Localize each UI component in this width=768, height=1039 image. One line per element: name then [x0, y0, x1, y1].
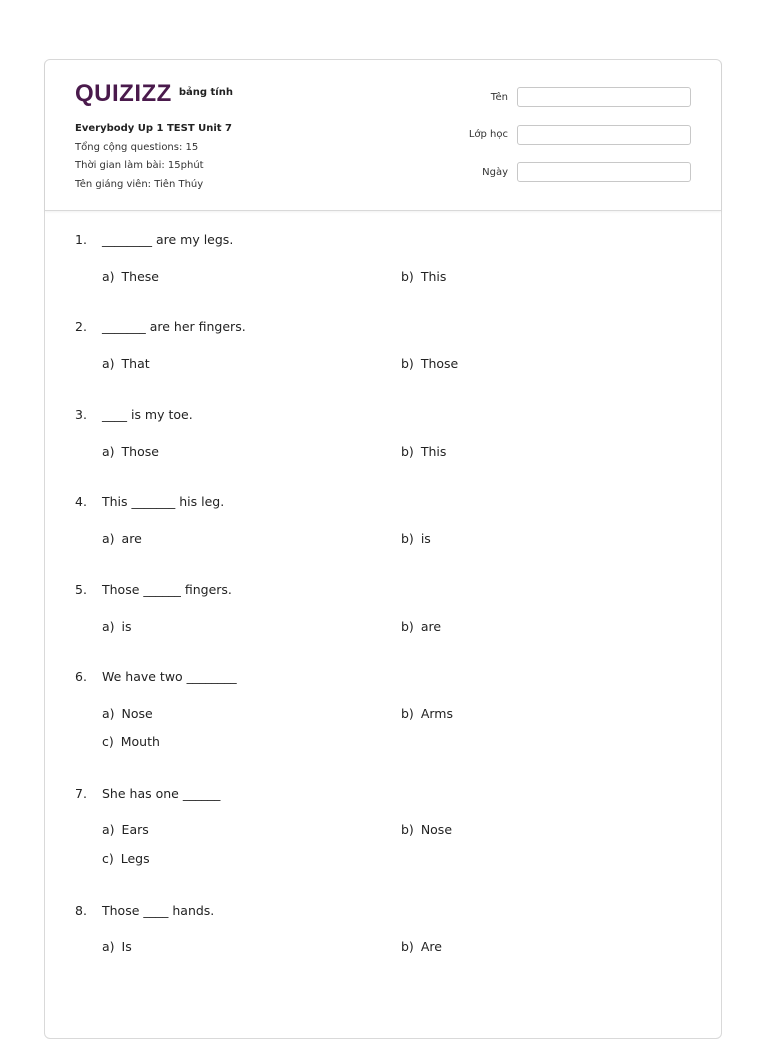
- option-a[interactable]: a) Nose: [102, 706, 153, 721]
- logo-subtitle: bảng tính: [178, 86, 233, 98]
- name-field[interactable]: [517, 87, 691, 107]
- question-stem: Those ______ fingers.: [102, 582, 232, 597]
- option-a[interactable]: a) are: [102, 531, 142, 546]
- quizizz-logo: QUIZIZZ: [75, 80, 172, 107]
- question-3: [75, 407, 695, 459]
- option-a[interactable]: a) is: [102, 619, 132, 634]
- worksheet: [44, 59, 722, 1039]
- question-1: [75, 232, 695, 284]
- question-stem: This _______ his leg.: [102, 494, 225, 509]
- option-a[interactable]: a) Ears: [102, 822, 149, 837]
- question-5: [75, 582, 695, 634]
- question-number: 8.: [75, 903, 87, 918]
- option-b[interactable]: b) is: [401, 531, 431, 546]
- question-stem: She has one ______: [102, 786, 221, 801]
- worksheet-header: [45, 60, 721, 211]
- question-stem: Those ____ hands.: [102, 903, 215, 918]
- question-stem: ____ is my toe.: [102, 407, 193, 422]
- option-c[interactable]: c) Legs: [102, 851, 150, 866]
- option-a[interactable]: a) That: [102, 356, 150, 371]
- question-7: [75, 786, 695, 866]
- option-c[interactable]: c) Mouth: [102, 734, 160, 749]
- option-a[interactable]: a) These: [102, 269, 159, 284]
- name-label: Tên: [490, 91, 508, 103]
- question-8: [75, 903, 695, 954]
- class-label: Lớp học: [468, 129, 508, 140]
- option-a[interactable]: a) Those: [102, 444, 159, 459]
- student-fields: [469, 86, 691, 199]
- question-number: 6.: [75, 669, 87, 684]
- brand: [75, 80, 233, 108]
- class-field[interactable]: [517, 125, 691, 145]
- question-2: [75, 319, 695, 371]
- option-b[interactable]: b) This: [401, 444, 447, 459]
- question-number: 2.: [75, 319, 87, 334]
- question-number: 3.: [75, 407, 87, 422]
- class-field-row: [469, 124, 691, 146]
- question-stem: ________ are my legs.: [102, 232, 234, 247]
- question-6: [75, 669, 695, 749]
- time-limit: Thời gian làm bài: 15phút: [75, 160, 204, 171]
- name-field-row: [469, 86, 691, 108]
- question-stem: We have two ________: [102, 669, 237, 684]
- question-stem: _______ are her fingers.: [102, 319, 246, 334]
- total-questions: Tổng cộng questions: 15: [75, 141, 199, 153]
- date-label: Ngày: [482, 166, 508, 178]
- date-field-row: [469, 161, 691, 183]
- option-b[interactable]: b) This: [401, 269, 447, 284]
- option-b[interactable]: b) Arms: [401, 706, 453, 721]
- question-number: 1.: [75, 232, 87, 247]
- worksheet-info: [75, 120, 232, 194]
- teacher-name: Tên giáng viên: Tiên Thúy: [75, 178, 204, 190]
- option-a[interactable]: a) Is: [102, 939, 132, 954]
- question-number: 4.: [75, 494, 87, 509]
- option-b[interactable]: b) Nose: [401, 822, 453, 837]
- question-4: [75, 494, 695, 546]
- date-field[interactable]: [517, 162, 691, 182]
- option-b[interactable]: b) Are: [401, 939, 442, 954]
- worksheet-title: Everybody Up 1 TEST Unit 7: [75, 123, 233, 134]
- option-b[interactable]: b) are: [401, 619, 442, 634]
- option-b[interactable]: b) Those: [401, 356, 459, 371]
- question-number: 5.: [75, 582, 87, 597]
- question-number: 7.: [75, 786, 87, 801]
